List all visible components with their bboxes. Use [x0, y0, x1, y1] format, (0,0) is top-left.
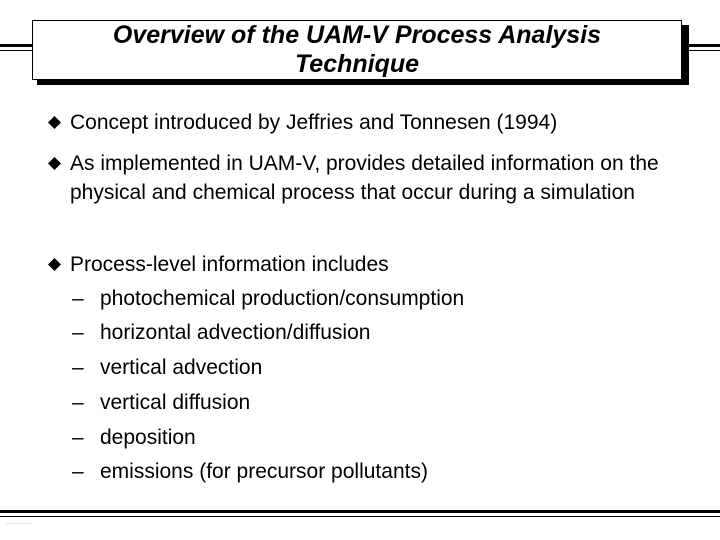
bullet-text: As implemented in UAM-V, provides detailed information on the physical and chemical process that occur during a simulation [70, 152, 659, 204]
diamond-bullet-icon [48, 157, 61, 170]
header-rule-left-bottom [0, 50, 34, 51]
dash-marker: – [72, 460, 84, 483]
dash-marker: – [72, 426, 84, 449]
header-rule-right-top [688, 44, 720, 47]
sub-item-text: photochemical production/consumption [100, 287, 465, 310]
footer-rule-thin [0, 516, 720, 517]
dash-marker: – [72, 287, 84, 310]
bullet-text: Process-level information includes [70, 253, 389, 276]
dash-marker: – [72, 356, 84, 379]
sub-item-text: horizontal advection/diffusion [100, 321, 371, 344]
diamond-bullet-icon [48, 258, 61, 271]
bullet-text: Concept introduced by Jeffries and Tonnesen (1994) [70, 111, 558, 134]
title-box [32, 20, 682, 80]
footer-rule-thick [0, 510, 720, 513]
sub-item-text: deposition [100, 426, 196, 449]
diamond-bullet-icon [48, 116, 61, 129]
header-rule-right-bottom [688, 50, 720, 51]
slide-title: Overview of the UAM-V Process Analysis Technique [112, 21, 602, 78]
dash-marker: – [72, 321, 84, 344]
sub-item-text: emissions (for precursor pollutants) [100, 460, 428, 483]
sub-item-text: vertical diffusion [100, 391, 251, 414]
dash-marker: – [72, 391, 84, 414]
footer-note: …… …… …… [6, 520, 33, 525]
header-rule-left-top [0, 44, 34, 47]
sub-item-text: vertical advection [100, 356, 263, 379]
